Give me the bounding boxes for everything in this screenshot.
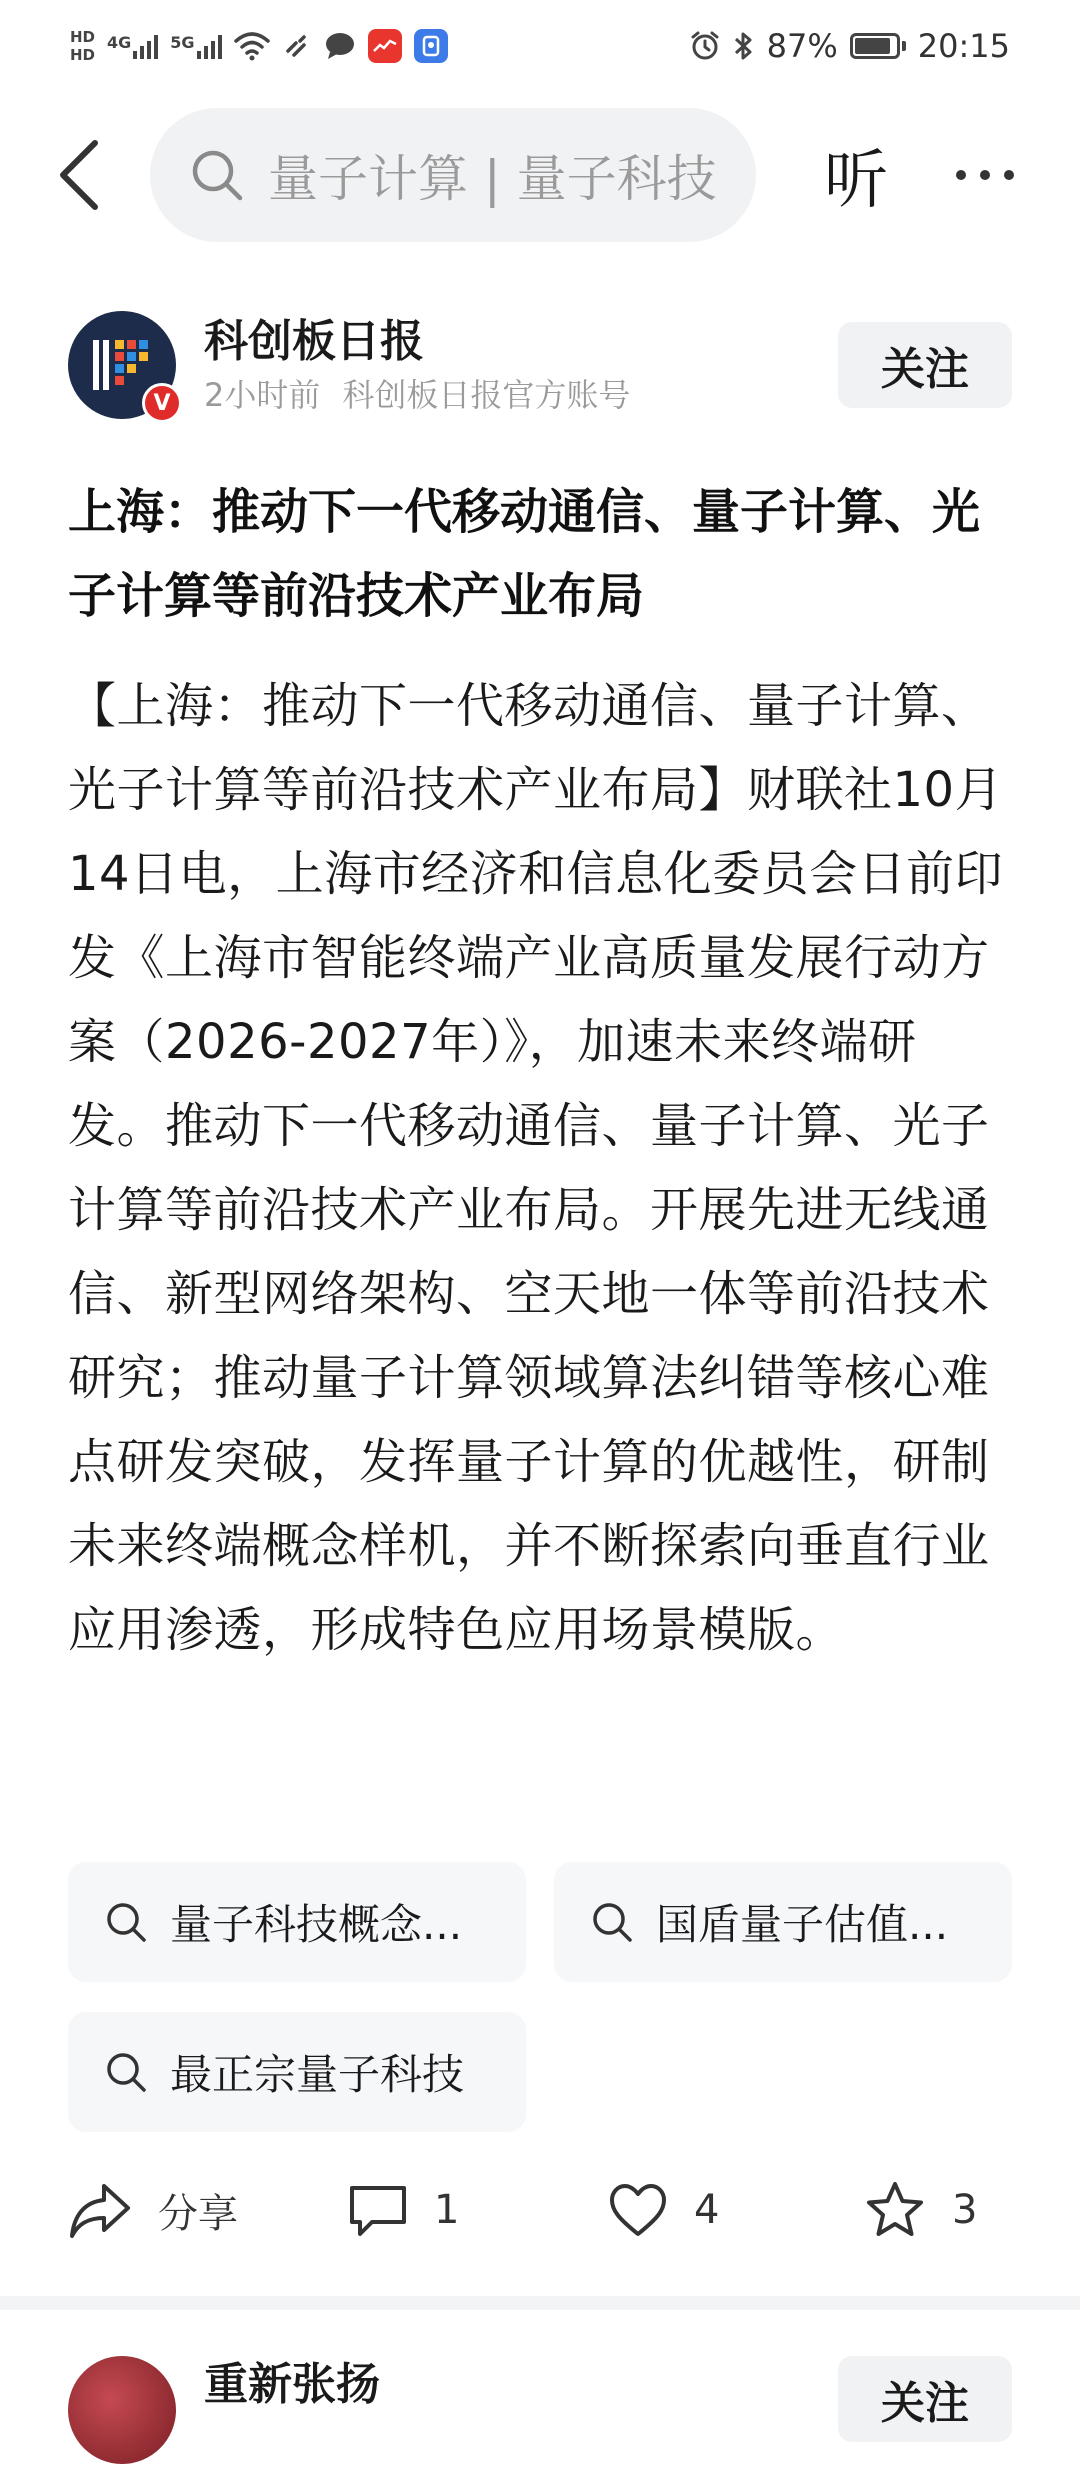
search-input[interactable]	[150, 108, 756, 242]
more-dot-icon	[956, 170, 966, 180]
favorite-count: 3	[952, 2187, 978, 2233]
hd-label-2: HD	[70, 46, 96, 64]
next-post-follow-button[interactable]: 关注	[838, 2356, 1012, 2442]
related-search-chip[interactable]	[554, 1862, 1012, 1982]
search-icon	[104, 2050, 148, 2094]
next-post-avatar[interactable]	[68, 2356, 176, 2464]
search-text: 量子计算 | 量子科技	[268, 150, 717, 208]
author-description: 科创板日报官方账号	[342, 376, 631, 414]
top-nav	[0, 105, 1080, 245]
more-options-button[interactable]	[956, 170, 1014, 180]
comment-button[interactable]	[348, 2182, 608, 2238]
signal-5g-icon	[170, 33, 221, 59]
like-button[interactable]	[608, 2182, 864, 2238]
search-icon	[190, 148, 244, 202]
clock: 20:15	[917, 27, 1010, 65]
verified-badge: V	[142, 383, 182, 423]
comment-icon	[348, 2182, 408, 2238]
follow-button[interactable]: 关注	[838, 322, 1012, 408]
favorite-button[interactable]	[864, 2180, 977, 2240]
author-info	[204, 313, 838, 417]
like-count: 4	[694, 2187, 720, 2233]
listen-button[interactable]: 听	[824, 144, 888, 218]
alarm-icon	[689, 30, 721, 62]
related-search-chip[interactable]	[68, 2012, 526, 2132]
hd-label-1: HD	[70, 28, 96, 46]
stock-app-icon	[368, 29, 402, 63]
app-notification-icon	[414, 29, 448, 63]
message-icon	[324, 31, 356, 61]
section-divider	[0, 2296, 1080, 2310]
star-icon	[864, 2180, 926, 2240]
status-bar	[0, 0, 1080, 92]
more-dot-icon	[980, 170, 990, 180]
next-post-author-row	[68, 2356, 1012, 2466]
related-search-label: 量子科技概念...	[170, 1900, 463, 1949]
search-icon	[104, 1900, 148, 1944]
article-body: 【上海：推动下一代移动通信、量子计算、光子计算等前沿技术产业布局】财联社10月14日电，上海市经济和信息化委员会日前印发《上海市智能终端产业高质量发展行动方案（2026-2027年）》，加速未来终端研发。推动下一代移动通信、量子计算、光子计算等前沿技术产业布局。开展先进无线通信、新型网络架构、空天地一体等前沿技术研究；推动量子计算领域算法纠错等核心难点研发突破，发挥量子计算的优越性，研制未来终端概念样机，并不断探索向垂直行业应用渗透，形成特色应用场景模版。	[68, 678, 1004, 1658]
more-dot-icon	[1004, 170, 1014, 180]
status-right	[689, 27, 1010, 65]
author-meta	[204, 373, 838, 417]
net-label-1: 4G	[107, 33, 132, 52]
related-search-chip[interactable]	[68, 1862, 526, 1982]
status-left	[70, 28, 448, 64]
related-search-label: 最正宗量子科技	[170, 2050, 465, 2099]
bluetooth-icon	[733, 30, 755, 62]
author-name[interactable]: 科创板日报	[204, 316, 424, 367]
comment-count: 1	[434, 2187, 460, 2233]
share-label: 分享	[158, 2190, 238, 2237]
author-avatar[interactable]	[68, 311, 176, 419]
article-title: 上海：推动下一代移动通信、量子计算、光子计算等前沿技术产业布局	[68, 484, 981, 624]
link-icon	[282, 31, 312, 61]
related-search-label: 国盾量子估值...	[656, 1900, 949, 1949]
next-post-author-name[interactable]: 重新张扬	[204, 2359, 380, 2410]
author-row	[68, 310, 1012, 420]
back-button[interactable]	[40, 125, 120, 225]
share-button[interactable]	[68, 2180, 328, 2240]
share-icon	[68, 2180, 132, 2240]
search-icon	[590, 1900, 634, 1944]
wifi-icon	[234, 31, 270, 61]
heart-icon	[608, 2182, 668, 2238]
battery-icon	[850, 33, 906, 59]
battery-percent: 87%	[766, 27, 838, 65]
net-label-2: 5G	[170, 33, 195, 52]
action-bar	[68, 2160, 1012, 2260]
chevron-left-icon	[57, 139, 103, 211]
signal-4g-icon	[107, 33, 158, 59]
post-time: 2小时前	[204, 376, 321, 414]
hd-icon	[70, 28, 95, 64]
